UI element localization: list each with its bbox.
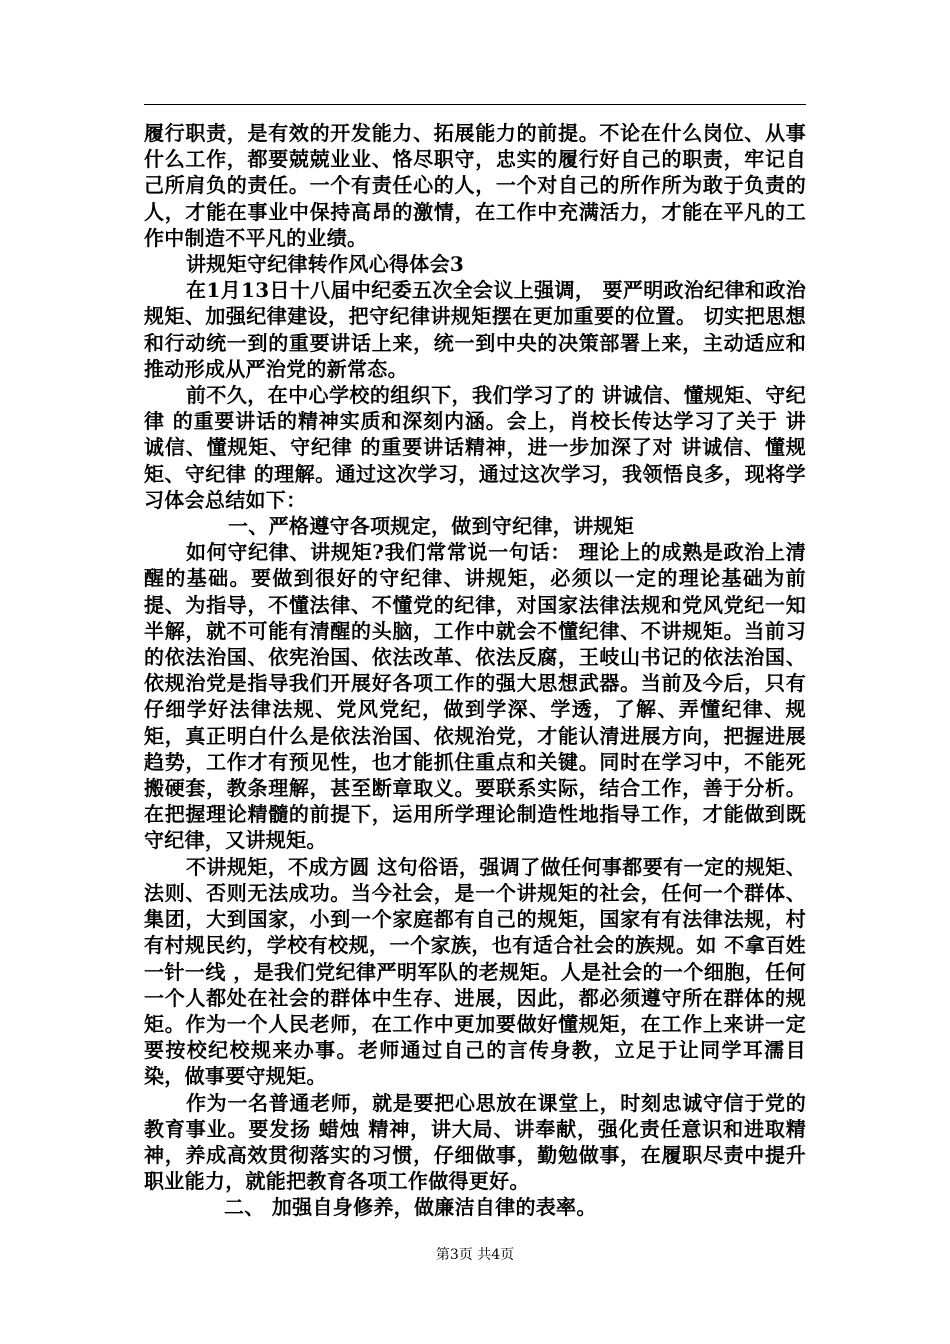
paragraph-3: 在1月13日十八届中纪委五次全会议上强调， 要严明政治纪律和政治规矩、加强纪律建设，把守纪律讲规矩摆在更加重要的位置。 切实把思想和行动统一到的重要讲话上来，统一到中央的决策部署上来，主动适应和推动形成从严治党的新常态。 — [144, 278, 806, 381]
paragraph-1: 履行职责，是有效的开发能力、拓展能力的前提。不论在什么岗位、从事什么工作，都要兢兢业业、恪尽职守，忠实的履行好自己的职责，牢记自己所肩负的责任。一个有责任心的人，一个对自己的所作所为敢于负责的人，才能在事业中保持高昂的激情，在工作中充满活力，才能在平凡的工作中制造不平凡的业绩。 — [144, 121, 806, 250]
body-text — [144, 120, 806, 1221]
paragraph-8: 作为一名普通老师，就是要把心思放在课堂上，时刻忠诚守信于党的教育事业。要发扬 蜡烛 精神，讲大局、讲奉献，强化责任意识和进取精神，养成高效贯彻落实的习惯，仔细做事，勤勉做事，在履职尽责中提升职业能力，就能把教育各项工作做得更好。 — [144, 1090, 806, 1194]
section-heading-2: 二、 加强自身修养，做廉洁自律的表率。 — [224, 1195, 597, 1220]
page-number-footer: 第3页 共4页 — [435, 1247, 515, 1263]
section-heading-1: 一、严格遵守各项规定，做到守纪律，讲规矩 — [228, 514, 634, 539]
paragraph-6: 如何守纪律、讲规矩?我们常常说一句话： 理论上的成熟是政治上清醒的基础。要做到很好的守纪律、讲规矩，必须以一定的理论基础为前提、为指导，不懂法律、不懂党的纪律，对国家法律法规和党风党纪一知半解，就不可能有清醒的头脑，工作中就会不懂纪律、不讲规矩。当前习的依法治国、依宪治国、依法改革、依法反腐，王岐山书记的依法治国、依规治党是指导我们开展好各项工作的强大思想武器。当前及今后，只有仔细学好法律法规、党风党纪，做到学深、学透，了解、弄懂纪律、规矩，真正明白什么是依法治国、依规治党，才能认清进展方向，把握进展趋势，工作才有预见性，也才能抓住重点和关键。同时在学习中，不能死搬硬套，教条理解，甚至断章取义。要联系实际，结合工作，善于分析。在把握理论精髓的前提下，运用所学理论制造性地指导工作，才能做到既守纪律，又讲规矩。 — [144, 540, 806, 853]
header-rule — [144, 104, 806, 105]
paragraph-7: 不讲规矩，不成方圆 这句俗语，强调了做任何事都要有一定的规矩、法则、否则无法成功。当今社会，是一个讲规矩的社会，任何一个群体、集团，大到国家，小到一个家庭都有自己的规矩，国家有有法律法规，村有村规民约，学校有校规，一个家族，也有适合社会的族规。如 不拿百姓一针一线 ，是我们党纪律严明军队的老规矩。人是社会的一个细胞，任何一个人都处在社会的群体中生存、进展，因此，都必须遵守所在群体的规矩。作为一个人民老师，在工作中更加要做好懂规矩，在工作上来讲一定要按校纪校规来办事。老师通过自己的言传身教，立足于让同学耳濡目染，做事要守规矩。 — [144, 854, 806, 1089]
paragraph-4: 前不久，在中心学校的组织下，我们学习了的 讲诚信、懂规矩、守纪律 的重要讲话的精神实质和深刻内涵。会上，肖校长传达学习了关于 讲诚信、懂规矩、守纪律 的重要讲话精神，进一步加深了对 讲诚信、懂规矩、守纪律 的理解。通过这次学习，通过这次学习，我领悟良多，现将学习体会总结如下： — [144, 383, 806, 512]
article-title: 讲规矩守纪律转作风心得体会3 — [186, 252, 465, 277]
